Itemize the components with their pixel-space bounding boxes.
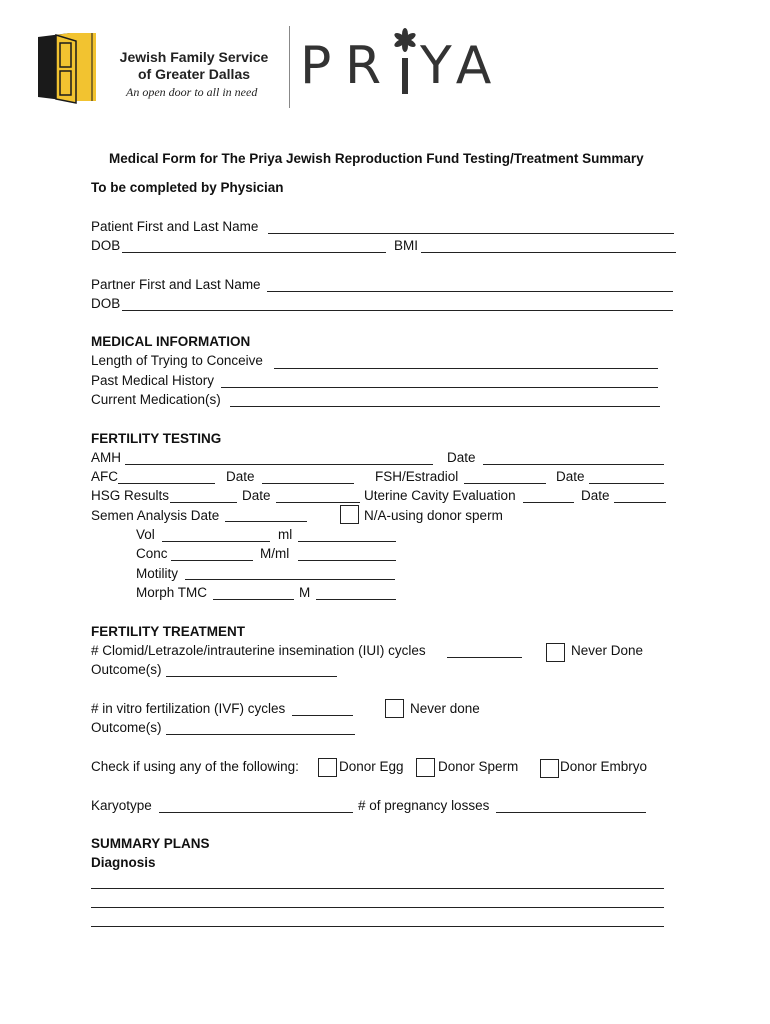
- partner-name-field[interactable]: [267, 291, 673, 292]
- clomid-never-done-label: Never Done: [571, 643, 644, 658]
- priya-flower-i-icon: [390, 26, 420, 98]
- logo-divider: [289, 26, 290, 108]
- karyotype-field[interactable]: [159, 812, 353, 813]
- afc-date-field[interactable]: [262, 483, 354, 484]
- m-label: M: [299, 585, 311, 600]
- medical-history-field[interactable]: [221, 387, 658, 388]
- patient-name-field[interactable]: [268, 233, 674, 234]
- conc-field[interactable]: [171, 560, 253, 561]
- uterine-date-label: Date: [581, 488, 610, 503]
- partner-dob-label: DOB: [91, 296, 121, 311]
- afc-field[interactable]: [118, 483, 215, 484]
- clomid-field[interactable]: [447, 657, 522, 658]
- amh-label: AMH: [91, 450, 121, 465]
- clomid-never-done-checkbox[interactable]: [546, 643, 565, 662]
- org-name-line2: of Greater Dallas: [137, 66, 251, 82]
- hsg-date-field[interactable]: [276, 502, 360, 503]
- hsg-date-label: Date: [242, 488, 271, 503]
- ml-label: ml: [278, 527, 293, 542]
- check-if-label: Check if using any of the following:: [91, 759, 299, 774]
- hsg-label: HSG Results: [91, 488, 170, 503]
- fsh-field[interactable]: [464, 483, 546, 484]
- open-door-icon: [36, 31, 102, 105]
- ivf-outcome-field[interactable]: [166, 734, 355, 735]
- length-trying-label: Length of Trying to Conceive: [91, 353, 263, 368]
- form-title: Medical Form for The Priya Jewish Reproduction Fund Testing/Treatment Summary: [109, 151, 644, 166]
- medical-info-heading: MEDICAL INFORMATION: [91, 334, 251, 349]
- donor-sperm-label: Donor Sperm: [438, 759, 519, 774]
- conc-label: Conc: [136, 546, 168, 561]
- priya-letters-ya: YA: [420, 36, 500, 96]
- fsh-label: FSH/Estradiol: [375, 469, 459, 484]
- hsg-field[interactable]: [170, 502, 237, 503]
- amh-field[interactable]: [125, 464, 433, 465]
- donor-egg-label: Donor Egg: [339, 759, 404, 774]
- pregnancy-losses-field[interactable]: [496, 812, 646, 813]
- donor-sperm-na-label: N/A-using donor sperm: [364, 508, 503, 523]
- medications-field[interactable]: [230, 406, 660, 407]
- patient-dob-label: DOB: [91, 238, 121, 253]
- diagnosis-line-2[interactable]: [91, 907, 664, 908]
- fsh-date-label: Date: [556, 469, 585, 484]
- mml-field[interactable]: [298, 560, 396, 561]
- ml-field[interactable]: [298, 541, 396, 542]
- org-name-line1: Jewish Family Service: [119, 49, 269, 65]
- fertility-testing-heading: FERTILITY TESTING: [91, 431, 222, 446]
- diagnosis-line-1[interactable]: [91, 888, 664, 889]
- fsh-date-field[interactable]: [589, 483, 664, 484]
- mml-label: M/ml: [260, 546, 290, 561]
- pregnancy-losses-label: # of pregnancy losses: [358, 798, 490, 813]
- morph-label: Morph TMC: [136, 585, 208, 600]
- semen-date-label: Semen Analysis Date: [91, 508, 220, 523]
- donor-sperm-checkbox[interactable]: [416, 758, 435, 777]
- diagnosis-label: Diagnosis: [91, 855, 156, 870]
- afc-date-label: Date: [226, 469, 255, 484]
- semen-date-field[interactable]: [225, 521, 307, 522]
- uterine-date-field[interactable]: [614, 502, 666, 503]
- length-trying-field[interactable]: [274, 368, 658, 369]
- vol-field[interactable]: [162, 541, 270, 542]
- medications-label: Current Medication(s): [91, 392, 221, 407]
- clomid-outcome-label: Outcome(s): [91, 662, 162, 677]
- priya-letter-r: R: [345, 36, 390, 96]
- uterine-label: Uterine Cavity Evaluation: [364, 488, 516, 503]
- ivf-outcome-label: Outcome(s): [91, 720, 162, 735]
- ivf-field[interactable]: [292, 715, 353, 716]
- karyotype-label: Karyotype: [91, 798, 152, 813]
- partner-name-label: Partner First and Last Name: [91, 277, 261, 292]
- ivf-never-done-label: Never done: [410, 701, 480, 716]
- priya-letter-p: P: [300, 36, 340, 96]
- patient-dob-field[interactable]: [122, 252, 386, 253]
- donor-embryo-checkbox[interactable]: [540, 759, 559, 778]
- patient-bmi-label: BMI: [394, 238, 419, 253]
- org-tagline: An open door to all in need: [126, 85, 258, 99]
- donor-embryo-label: Donor Embryo: [560, 759, 648, 774]
- amh-date-label: Date: [447, 450, 476, 465]
- patient-bmi-field[interactable]: [421, 252, 676, 253]
- clomid-label: # Clomid/Letrazole/intrauterine insemination (IUI) cycles: [91, 643, 426, 658]
- ivf-label: # in vitro fertilization (IVF) cycles: [91, 701, 286, 716]
- donor-egg-checkbox[interactable]: [318, 758, 337, 777]
- m-field[interactable]: [316, 599, 396, 600]
- ivf-never-done-checkbox[interactable]: [385, 699, 404, 718]
- medical-history-label: Past Medical History: [91, 373, 215, 388]
- vol-label: Vol: [136, 527, 155, 542]
- fertility-treatment-heading: FERTILITY TREATMENT: [91, 624, 245, 639]
- afc-label: AFC: [91, 469, 118, 484]
- morph-field[interactable]: [213, 599, 294, 600]
- motility-label: Motility: [136, 566, 179, 581]
- form-subtitle: To be completed by Physician: [91, 180, 284, 195]
- summary-plans-heading: SUMMARY PLANS: [91, 836, 210, 851]
- amh-date-field[interactable]: [483, 464, 664, 465]
- patient-name-label: Patient First and Last Name: [91, 219, 259, 234]
- uterine-field[interactable]: [523, 502, 574, 503]
- diagnosis-line-3[interactable]: [91, 926, 664, 927]
- donor-sperm-na-checkbox[interactable]: [340, 505, 359, 524]
- partner-dob-field[interactable]: [122, 310, 673, 311]
- clomid-outcome-field[interactable]: [166, 676, 337, 677]
- motility-field[interactable]: [185, 579, 395, 580]
